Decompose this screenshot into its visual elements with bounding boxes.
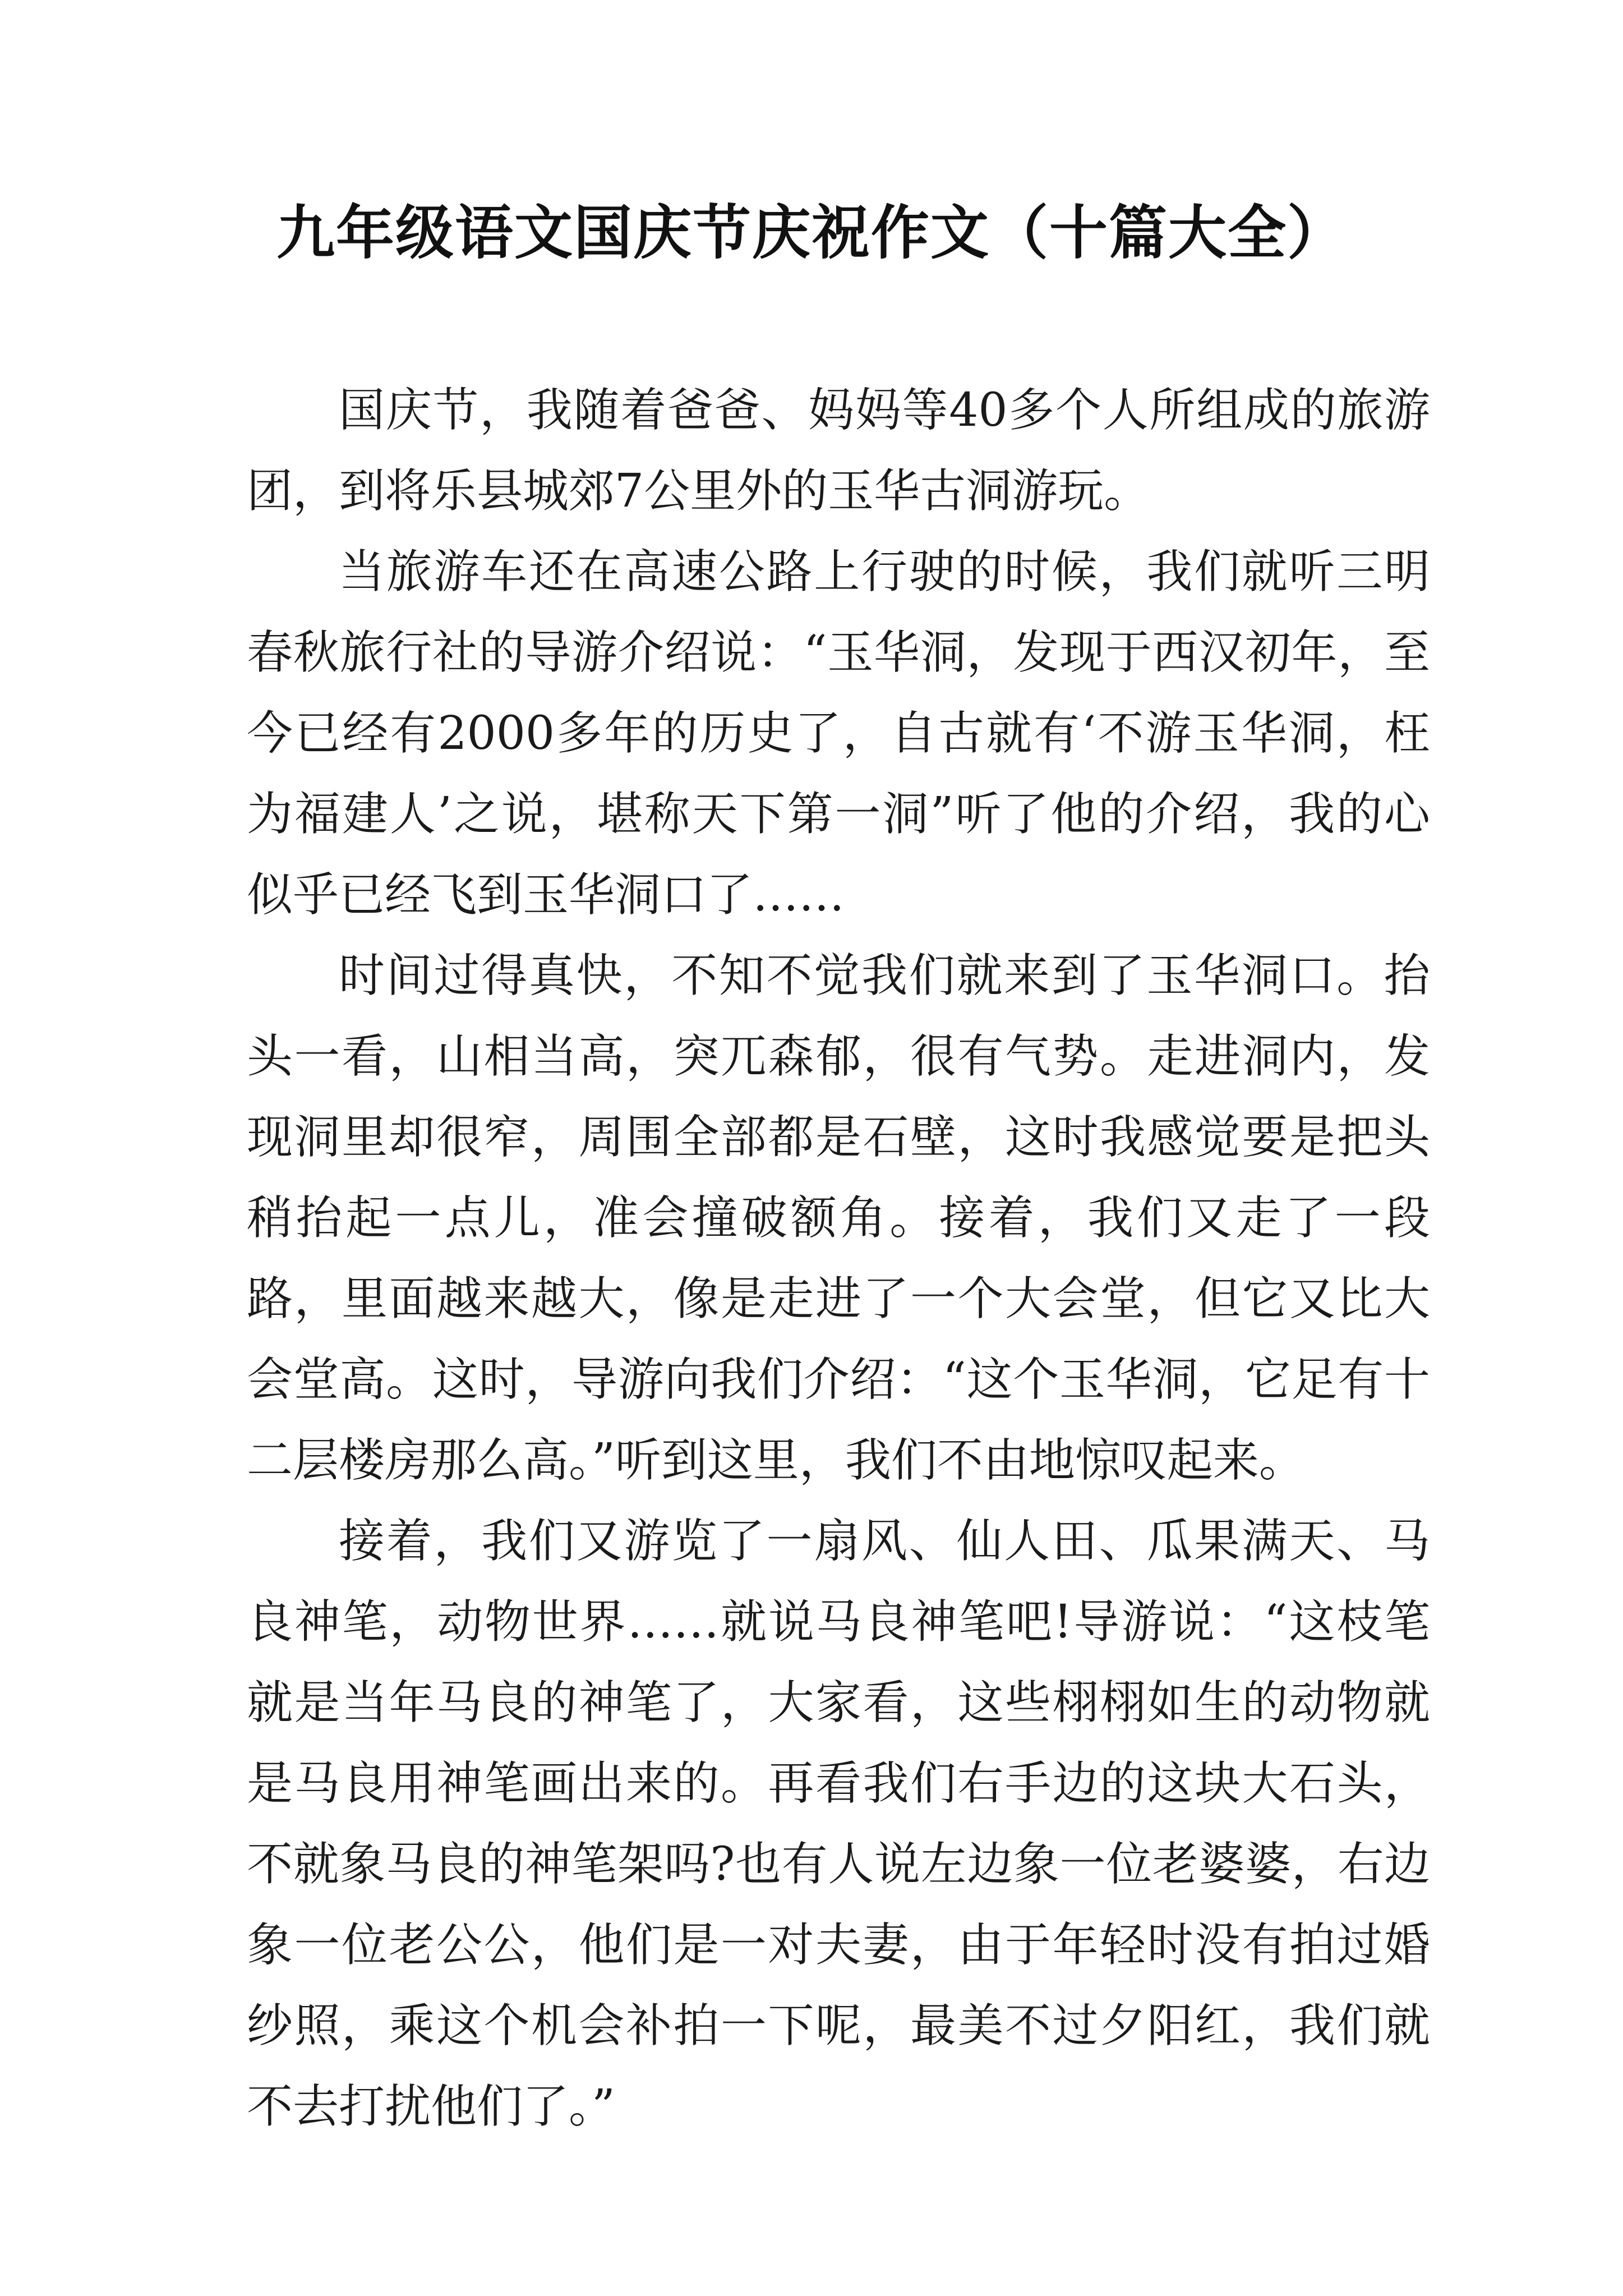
document-title: 九年级语文国庆节庆祝作文（十篇大全） — [276, 199, 1347, 267]
paragraph-4: 接着，我们又游览了一扇风、仙人田、瓜果满天、马良神笔，动物世界……就说马良神笔吧!导游说：“这枝笔就是当年马良的神笔了，大家看，这些栩栩如生的动物就是马良用神笔画出来的。再看我们右手边的这块大石头，不就象马良的神笔架吗?也有人说左边象一位老婆婆，右边象一位老公公，他们是一对夫妻，由于年轻时没有拍过婚纱照，乘这个机会补拍一下呢，最美不过夕阳红，我们就不去打扰他们了。” — [247, 1515, 1430, 2133]
paragraph-3: 时间过得真快，不知不觉我们就来到了玉华洞口。抬头一看，山相当高，突兀森郁，很有气势。走进洞内，发现洞里却很窄，周围全部都是石壁，这时我感觉要是把头稍抬起一点儿，准会撞破额角。接着，我们又走了一段路，里面越来越大，像是走进了一个大会堂，但它又比大会堂高。这时，导游向我们介绍：“这个玉华洞，它足有十二层楼房那么高。”听到这里，我们不由地惊叹起来。 — [247, 949, 1430, 1487]
document-body — [247, 370, 1430, 2147]
paragraph-2: 当旅游车还在高速公路上行驶的时候，我们就听三明春秋旅行社的导游介绍说：“玉华洞，发现于西汉初年，至今已经有2000多年的历史了，自古就有‘不游玉华洞，枉为福建人’之说，堪称天下第一洞”听了他的介绍，我的心似乎已经飞到玉华洞口了…… — [247, 545, 1430, 922]
paragraph-1: 国庆节，我随着爸爸、妈妈等40多个人所组成的旅游团，到将乐县城郊7公里外的玉华古洞游玩。 — [247, 384, 1430, 518]
